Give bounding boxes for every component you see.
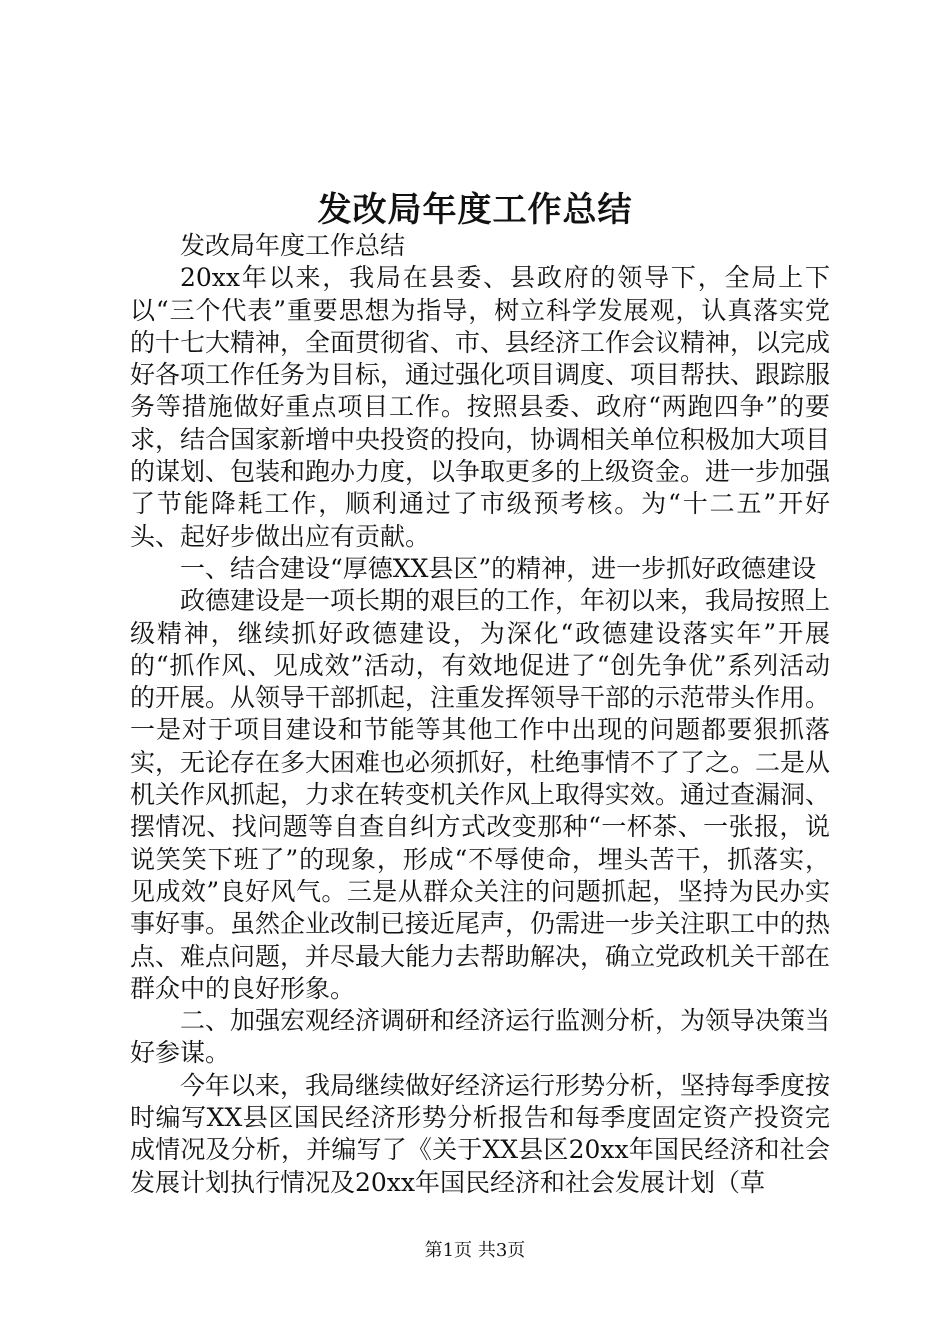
paragraph-intro: 20xx年以来，我局在县委、县政府的领导下，全局上下以“三个代表”重要思想为指导，树立科学发展观，认真落实党的十七大精神，全面贯彻省、市、县经济工作会议精神，以完成好各项工作任务为目标，通过强化项目调度、项目帮扶、跟踪服务等措施做好重点项目工作。按照县委、政府“两跑四争”的要求，结合国家新增中央投资的投向，协调相关单位积极加大项目的谋划、包装和跑办力度，以争取更多的上级资金。进一步加强了节能降耗工作，顺利通过了市级预考核。为“十二五”开好头、起好步做出应有贡献。 [130,263,831,551]
page-footer: 第1页 共3页 [424,1240,526,1261]
paragraph-section-2: 今年以来，我局继续做好经济运行形势分析，坚持每季度按时编写XX县区国民经济形势分析报告和每季度固定资产投资完成情况及分析，并编写了《关于XX县区20xx年国民经济和社会发展计划执行情况及20xx年国民经济和社会发展计划（草 [130,1070,831,1197]
section-heading-2: 二、加强宏观经济调研和经济运行监测分析，为领导决策当好参谋。 [130,1006,831,1068]
section-heading-1: 一、结合建设“厚德XX县区”的精神，进一步抓好政德建设 [180,553,817,583]
document-body [130,230,830,1199]
document-title: 发改局年度工作总结 [317,190,633,230]
paragraph-heading: 发改局年度工作总结 [180,231,406,260]
paragraph-section-1: 政德建设是一项长期的艰巨的工作，年初以来，我局按照上级精神，继续抓好政德建设，为深化“政德建设落实年”开展的“抓作风、见成效”活动，有效地促进了“创先争优”系列活动的开展。从领导干部抓起，注重发挥领导干部的示范带头作用。一是对于项目建设和节能等其他工作中出现的问题都要狠抓落实，无论存在多大困难也必须抓好，杜绝事情不了了之。二是从机关作风抓起，力求在转变机关作风上取得实效。通过查漏洞、摆情况、找问题等自查自纠方式改变那种“一杯茶、一张报，说说笑笑下班了”的现象，形成“不辱使命，埋头苦干，抓落实，见成效”良好风气。三是从群众关注的问题抓起，坚持为民办实事好事。虽然企业改制已接近尾声，仍需进一步关注职工中的热点、难点问题，并尽最大能力去帮助解决，确立党政机关干部在群众中的良好形象。 [130,586,831,1003]
